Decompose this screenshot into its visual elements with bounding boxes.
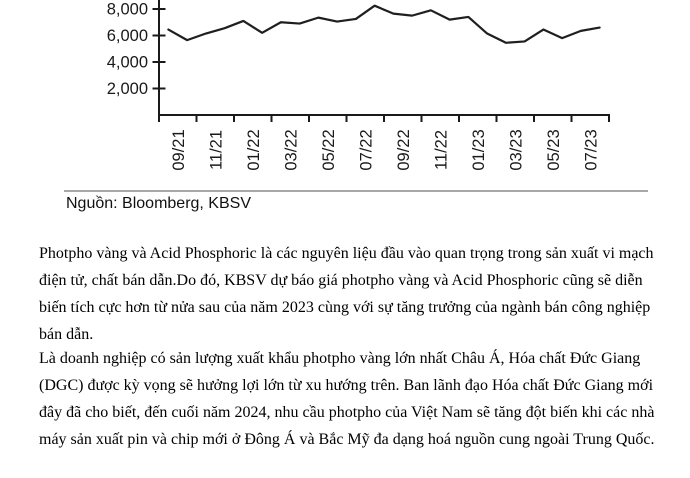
- chart-source-caption: Nguồn: Bloomberg, KBSV: [66, 195, 251, 212]
- x-tick-label: 11/22: [432, 129, 451, 171]
- y-tick-label: 8,000: [106, 0, 148, 19]
- x-tick-label: 09/21: [169, 129, 188, 171]
- x-tick-label: 11/21: [207, 129, 226, 171]
- x-tick-label: 03/23: [507, 129, 526, 171]
- x-tick-label: 09/22: [394, 129, 413, 171]
- paragraph-company: Là doanh nghiệp có sản lượng xuất khẩu photpho vàng lớn nhất Châu Á, Hóa chất Đức Giang (DGC) được kỳ vọng sẽ hưởng lợi lớn từ xu hướng trên. Ban lãnh đạo Hóa chất Đức Giang mới đây đã cho biết, đến cuối năm 2024, nhu cầu photpho của Việt Nam sẽ tăng đột biến khi các nhà máy sản xuất pin và chip mới ở Đông Á và Bắc Mỹ đa dạng hoá nguồn cung ngoài Trung Quốc.: [39, 350, 655, 448]
- y-tick-label: 6,000: [106, 27, 148, 45]
- price-chart: [0, 0, 690, 184]
- y-tick-label: 2,000: [106, 80, 148, 98]
- separator-line: [64, 190, 648, 192]
- paragraph-analysis: Photpho vàng và Acid Phosphoric là các nguyên liệu đầu vào quan trọng trong sản xuất vi mạch điện tử, chất bán dẫn.Do đó, KBSV dự báo giá photpho vàng và Acid Phosphoric cũng sẽ diễn biến tích cực hơn từ nửa sau của năm 2023 cùng với sự tăng trưởng của ngành bán công nghiệp bán dẫn.: [39, 245, 654, 343]
- x-tick-label: 01/22: [244, 129, 263, 171]
- price-series-line: [168, 6, 599, 43]
- x-tick-label: 07/23: [582, 129, 601, 171]
- x-tick-label: 05/23: [544, 129, 563, 171]
- x-tick-label: 03/22: [282, 129, 301, 171]
- x-tick-label: 07/22: [357, 129, 376, 171]
- line-chart-svg: [0, 0, 690, 184]
- x-tick-label: 05/22: [319, 129, 338, 171]
- x-tick-label: 01/23: [469, 129, 488, 171]
- y-tick-label: 4,000: [106, 53, 148, 72]
